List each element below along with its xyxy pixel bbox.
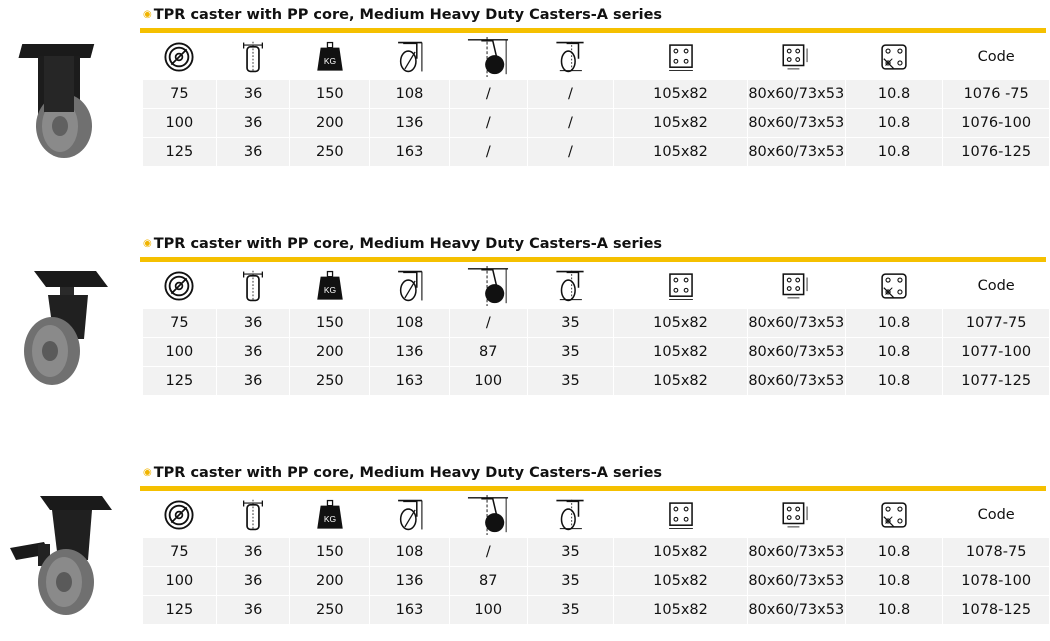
cell: 36: [217, 367, 291, 396]
offset-header: [528, 265, 615, 309]
cell: 35: [528, 338, 615, 367]
plate-size-header: [614, 494, 747, 538]
code-header: Code: [943, 265, 1050, 309]
cell: 100: [450, 367, 528, 396]
offset-header: [528, 494, 615, 538]
table-row: [143, 138, 1050, 167]
cell: 1076-100: [943, 109, 1050, 138]
bolt-hole-icon: [877, 269, 911, 303]
cell: 200: [290, 109, 370, 138]
table-row: [143, 567, 1050, 596]
cell: 36: [217, 338, 291, 367]
cell: 1078-125: [943, 596, 1050, 625]
wheel-diameter-icon: [162, 498, 196, 532]
bullet-icon: ◉: [143, 467, 152, 478]
overall-height-icon: [393, 268, 427, 304]
cell: 100: [143, 109, 217, 138]
cell: 87: [450, 338, 528, 367]
cell: 136: [370, 567, 450, 596]
cell: 35: [528, 567, 615, 596]
wheel-width-header: [217, 36, 291, 80]
cell: 105x82: [614, 367, 747, 396]
table-row: [143, 538, 1050, 567]
cell: 250: [290, 367, 370, 396]
cell: 75: [143, 309, 217, 338]
section-title-text: TPR caster with PP core, Medium Heavy Duty Casters-A series: [153, 236, 663, 252]
cell: 35: [528, 309, 615, 338]
wheel-width-icon: [236, 39, 270, 75]
wheel-diameter-header: [143, 36, 217, 80]
cell: 105x82: [614, 109, 747, 138]
spec-table: [143, 265, 1050, 396]
cell: 35: [528, 596, 615, 625]
offset-header: [528, 36, 615, 80]
section-title: [143, 236, 662, 252]
load-capacity-header: [290, 36, 370, 80]
cell: /: [450, 138, 528, 167]
hole-spacing-header: [748, 36, 846, 80]
cell: 1078-100: [943, 567, 1050, 596]
swivel-radius-header: [450, 36, 528, 80]
cell: 80x60/73x53: [748, 109, 846, 138]
code-header: Code: [943, 36, 1050, 80]
cell: 1078-75: [943, 538, 1050, 567]
cell: /: [528, 138, 615, 167]
table-row: [143, 596, 1050, 625]
cell: 75: [143, 80, 217, 109]
cell: 75: [143, 538, 217, 567]
hole-spacing-icon: [779, 268, 813, 304]
hole-spacing-header: [748, 494, 846, 538]
bullet-icon: ◉: [143, 9, 152, 20]
overall-height-header: [370, 265, 450, 309]
section-title: [143, 465, 662, 481]
cell: 1077-75: [943, 309, 1050, 338]
cell: /: [450, 309, 528, 338]
bolt-hole-header: [846, 265, 944, 309]
table-row: [143, 309, 1050, 338]
cell: 36: [217, 538, 291, 567]
cell: 80x60/73x53: [748, 538, 846, 567]
kg-weight-icon: [312, 40, 348, 74]
cell: 100: [143, 338, 217, 367]
wheel-diameter-header: [143, 494, 217, 538]
hole-spacing-icon: [779, 497, 813, 533]
cell: 105x82: [614, 567, 747, 596]
cell: 10.8: [846, 309, 944, 338]
cell: 35: [528, 538, 615, 567]
cell: 10.8: [846, 367, 944, 396]
wheel-diameter-icon: [162, 269, 196, 303]
wheel-width-header: [217, 265, 291, 309]
cell: 80x60/73x53: [748, 567, 846, 596]
cell: 10.8: [846, 538, 944, 567]
svg-text:KG: KG: [323, 513, 336, 524]
cell: 80x60/73x53: [748, 309, 846, 338]
cell: 10.8: [846, 596, 944, 625]
cell: 80x60/73x53: [748, 80, 846, 109]
cell: 10.8: [846, 567, 944, 596]
cell: /: [450, 80, 528, 109]
table-row: [143, 367, 1050, 396]
cell: 250: [290, 596, 370, 625]
swivel-radius-icon: [464, 36, 512, 78]
spec-table: [143, 494, 1050, 625]
load-capacity-header: [290, 494, 370, 538]
cell: 36: [217, 138, 291, 167]
cell: 105x82: [614, 596, 747, 625]
cell: 105x82: [614, 138, 747, 167]
cell: 1077-125: [943, 367, 1050, 396]
section-title-text: TPR caster with PP core, Medium Heavy Duty Casters-A series: [153, 7, 663, 23]
cell: 36: [217, 80, 291, 109]
cell: /: [450, 538, 528, 567]
plate-size-icon: [664, 39, 698, 75]
plate-size-icon: [664, 497, 698, 533]
hole-spacing-icon: [779, 39, 813, 75]
cell: 36: [217, 309, 291, 338]
code-header: Code: [943, 494, 1050, 538]
offset-icon: [553, 497, 587, 533]
accent-bar: [140, 486, 1046, 491]
cell: /: [528, 109, 615, 138]
cell: /: [450, 109, 528, 138]
swivel-radius-icon: [464, 494, 512, 536]
table-row: [143, 80, 1050, 109]
wheel-width-icon: [236, 268, 270, 304]
kg-weight-icon: [312, 269, 348, 303]
bullet-icon: ◉: [143, 238, 152, 249]
cell: 108: [370, 538, 450, 567]
wheel-diameter-icon: [162, 40, 196, 74]
cell: 108: [370, 309, 450, 338]
cell: 10.8: [846, 338, 944, 367]
spec-table: [143, 36, 1050, 167]
cell: 80x60/73x53: [748, 596, 846, 625]
load-capacity-header: [290, 265, 370, 309]
cell: 163: [370, 138, 450, 167]
cell: 10.8: [846, 138, 944, 167]
cell: 36: [217, 596, 291, 625]
cell: 200: [290, 567, 370, 596]
overall-height-icon: [393, 39, 427, 75]
cell: 1076 -75: [943, 80, 1050, 109]
swivel-radius-header: [450, 494, 528, 538]
cell: 100: [143, 567, 217, 596]
cell: 250: [290, 138, 370, 167]
plate-size-icon: [664, 268, 698, 304]
fixed-caster-image: [4, 30, 114, 160]
cell: 105x82: [614, 80, 747, 109]
wheel-width-icon: [236, 497, 270, 533]
cell: 150: [290, 309, 370, 338]
wheel-diameter-header: [143, 265, 217, 309]
bolt-hole-header: [846, 36, 944, 80]
accent-bar: [140, 28, 1046, 33]
cell: 200: [290, 338, 370, 367]
cell: 125: [143, 596, 217, 625]
plate-size-header: [614, 265, 747, 309]
section-title-text: TPR caster with PP core, Medium Heavy Duty Casters-A series: [153, 465, 663, 481]
cell: 1076-125: [943, 138, 1050, 167]
svg-text:KG: KG: [323, 55, 336, 66]
cell: /: [528, 80, 615, 109]
table-row: [143, 338, 1050, 367]
offset-icon: [553, 268, 587, 304]
swivel-radius-header: [450, 265, 528, 309]
cell: 108: [370, 80, 450, 109]
swivel-caster-image: [4, 259, 114, 389]
kg-weight-icon: [312, 498, 348, 532]
cell: 1077-100: [943, 338, 1050, 367]
wheel-width-header: [217, 494, 291, 538]
cell: 10.8: [846, 109, 944, 138]
cell: 105x82: [614, 538, 747, 567]
cell: 80x60/73x53: [748, 338, 846, 367]
section-title: [143, 7, 662, 23]
accent-bar: [140, 257, 1046, 262]
cell: 136: [370, 109, 450, 138]
cell: 10.8: [846, 80, 944, 109]
overall-height-header: [370, 36, 450, 80]
svg-text:KG: KG: [323, 284, 336, 295]
cell: 125: [143, 367, 217, 396]
cell: 36: [217, 109, 291, 138]
cell: 87: [450, 567, 528, 596]
cell: 163: [370, 367, 450, 396]
cell: 35: [528, 367, 615, 396]
bolt-hole-icon: [877, 40, 911, 74]
cell: 105x82: [614, 338, 747, 367]
cell: 150: [290, 538, 370, 567]
swivel-radius-icon: [464, 265, 512, 307]
cell: 80x60/73x53: [748, 138, 846, 167]
plate-size-header: [614, 36, 747, 80]
offset-icon: [553, 39, 587, 75]
cell: 100: [450, 596, 528, 625]
cell: 105x82: [614, 309, 747, 338]
cell: 36: [217, 567, 291, 596]
table-row: [143, 109, 1050, 138]
overall-height-icon: [393, 497, 427, 533]
brake-caster-image: [4, 488, 114, 618]
bolt-hole-header: [846, 494, 944, 538]
cell: 163: [370, 596, 450, 625]
hole-spacing-header: [748, 265, 846, 309]
cell: 136: [370, 338, 450, 367]
overall-height-header: [370, 494, 450, 538]
bolt-hole-icon: [877, 498, 911, 532]
cell: 80x60/73x53: [748, 367, 846, 396]
cell: 125: [143, 138, 217, 167]
cell: 150: [290, 80, 370, 109]
